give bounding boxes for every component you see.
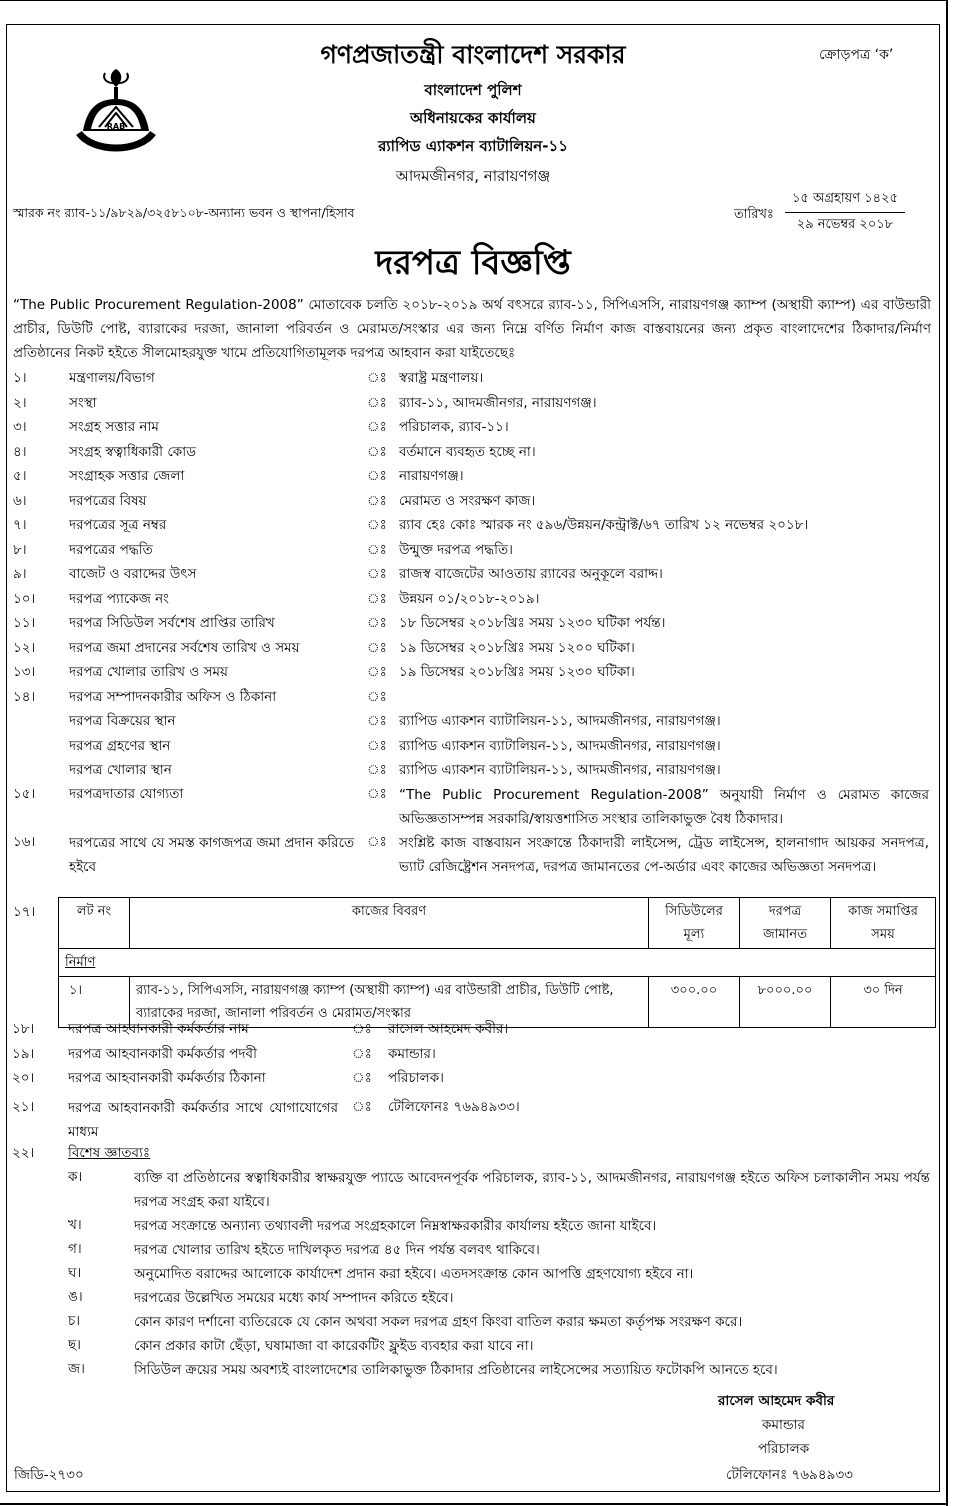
item-label: দরপত্র খোলার তারিখ ও সময় — [69, 664, 228, 680]
item-value: র‍্যাপিড এ্যাকশন ব্যাটালিয়ন-১১, আদমজীনগর, নারায়ণগঞ্জ। — [399, 713, 721, 729]
list-item — [7, 588, 939, 612]
note-key: খ। — [68, 1217, 82, 1233]
header-security: দরপত্র জামানত — [740, 898, 831, 949]
note-text: কোন কারণ দর্শানো ব্যতিরেকে যে কোন অথবা সকল দরপত্র গ্রহণ কিংবা বাতিল করার ক্ষমতা কর্তৃপক্ষ সংরক্ষণ করে। — [134, 1314, 743, 1330]
signatory-name: রাসেল আহমেদ কবীর — [718, 1393, 835, 1409]
item-value: র‍্যাপিড এ্যাকশন ব্যাটালিয়ন-১১, আদমজীনগর, নারায়ণগঞ্জ। — [399, 762, 721, 778]
svg-text:RAB: RAB — [106, 122, 126, 131]
item-number: ২১। — [12, 1099, 35, 1115]
item-number: ১০। — [13, 590, 36, 607]
item-colon: ঃ — [367, 713, 387, 729]
item-value: র‍্যাব-১১, আদমজীনগর, নারায়ণগঞ্জ। — [399, 394, 597, 411]
office-title: অধিনায়কের কার্যালয় — [410, 109, 536, 127]
header-price: সিডিউলের মূল্য — [649, 898, 740, 949]
item-number: ৬। — [13, 492, 27, 509]
note-key: গ। — [68, 1241, 82, 1257]
item-value: র‍্যাপিড এ্যাকশন ব্যাটালিয়ন-১১, আদমজীনগর, নারায়ণগঞ্জ। — [399, 737, 721, 754]
note-text: সিডিউল ক্রয়ের সময় অবশ্যই বাংলাদেশের তালিকাভুক্ত ঠিকাদার প্রতিষ্ঠানের লাইসেন্সের সত্যায়িত ফটোকপি আনতে হবে। — [134, 1362, 778, 1378]
list-item — [7, 416, 939, 440]
header-desc: কাজের বিবরণ — [130, 898, 649, 949]
list-item — [7, 710, 939, 734]
item-value: ১৯ ডিসেম্বর ২০১৮খ্রিঃ সময় ১২৩০ ঘটিকা। — [399, 664, 635, 680]
annex-label: ক্রোড়পত্র ‘ক’ — [819, 47, 894, 63]
item-label: সংগ্রহ সত্তার নাম — [69, 419, 159, 435]
item-label: সংগ্রহ স্বত্বাধিকারী কোড — [69, 443, 197, 460]
table-row — [59, 977, 936, 1028]
government-title: গণপ্রজাতন্ত্রী বাংলাদেশ সরকার — [320, 40, 626, 69]
notes-title: বিশেষ জ্ঞাতব্যঃ — [68, 1145, 151, 1161]
item-value: উন্নয়ন ০১/২০১৮-২০১৯। — [399, 590, 540, 607]
list-item — [7, 637, 939, 661]
list-item — [7, 759, 939, 783]
list-item — [7, 735, 939, 759]
note-text: অনুমোদিত বরাদ্দের আলোকে কার্যাদেশ প্রদান করা হইবে। এতদসংক্রান্ত কোন আপত্তি গ্রহণযোগ্য হইবে না। — [134, 1266, 694, 1282]
lot-table — [58, 897, 936, 1028]
row-time: ৩০ দিন — [831, 977, 936, 1028]
item-value: নারায়ণগঞ্জ। — [399, 468, 464, 484]
item-label: দরপত্র জমা প্রদানের সর্বশেষ তারিখ ও সময় — [69, 639, 300, 656]
item-label: দরপত্র গ্রহণের স্থান — [69, 737, 171, 754]
item-number: ১২। — [13, 639, 36, 656]
location-title: আদমজীনগর, নারায়ণগঞ্জ — [395, 167, 551, 185]
item-number: ২০। — [12, 1070, 35, 1086]
item-value: টেলিফোনঃ ৭৬৯৪৯৩৩। — [388, 1099, 520, 1115]
item-number: ২। — [13, 394, 27, 411]
item-colon: ঃ — [367, 786, 387, 802]
item-value: মেরামত ও সংরক্ষণ কাজ। — [399, 492, 536, 509]
item-number: ৯। — [13, 566, 27, 582]
item-number: ৪। — [13, 443, 27, 460]
item-number: ১। — [13, 370, 27, 386]
item-colon: ঃ — [367, 639, 387, 656]
section-label: নির্মাণ — [65, 955, 96, 970]
item-value: “The Public Procurement Regulation-2008” অনুযায়ী নির্মাণ ও মেরামত কাজের অভিজ্ঞতাসম্পন্ন সরকারি/স্বায়ত্তশাসিত সংস্থার তালিকাভুক্ত বৈধ ঠিকাদার। — [399, 787, 929, 827]
item-value: সংশ্লিষ্ট কাজ বাস্তবায়ন সংক্রান্তে ঠিকাদারী লাইসেন্স, ট্রেড লাইসেন্স, হালনাগাদ আয়কর সনদপত্র, ভ্যাট রেজিষ্ট্রেশন সনদপত্র, দরপত্র জামানতের পে-অর্ডার এবং কাজের অভিজ্ঞতা সনদপত্র। — [399, 835, 929, 875]
row-security: ৮০০০.০০ — [740, 977, 831, 1028]
item-label: সংগ্রাহক সত্তার জেলা — [69, 468, 185, 484]
police-title: বাংলাদেশ পুলিশ — [424, 81, 522, 99]
list-item — [7, 441, 939, 465]
item-value: র‍্যাব হেঃ কোঃ স্মারক নং ৫৯৬/উন্নয়ন/কন্ট্রাক্ট/৬৭ তারিখ ১২ নভেম্বর ২০১৮। — [399, 517, 809, 533]
item-value: ১৮ ডিসেম্বর ২০১৮খ্রিঃ সময় ১২৩০ ঘটিকা পর্যন্ত। — [399, 615, 666, 631]
note-text: ব্যক্তি বা প্রতিষ্ঠানের স্বত্বাধিকারীর স্বাক্ষরযুক্ত প্যাডে আবেদনপূর্বক পরিচালক, র‍্যাব-১১, আদমজীনগর, নারায়ণগঞ্জ হইতে অফিস চলাকালীন সময় পর্যন্ত দরপত্র সংগ্রহ করা যাইবে। — [134, 1170, 930, 1210]
item-colon: ঃ — [367, 468, 387, 484]
item-number: ২২। — [12, 1145, 35, 1161]
item-label: দরপত্র সিডিউল সর্বশেষ প্রাপ্তির তারিখ — [69, 615, 275, 631]
item-label: দরপত্র খোলার স্থান — [69, 762, 172, 778]
battalion-title: র‍্যাপিড এ্যাকশন ব্যাটালিয়ন-১১ — [378, 137, 568, 155]
list-item — [7, 612, 939, 636]
item-value: রাসেল আহমেদ কবীর। — [388, 1021, 509, 1037]
list-item — [7, 490, 939, 514]
item-value: ১৯ ডিসেম্বর ২০১৮খ্রিঃ সময় ১২০০ ঘটিকা। — [399, 639, 635, 656]
item-colon: ঃ — [367, 664, 387, 680]
item-colon: ঃ — [367, 394, 387, 411]
row-price: ৩০০.০০ — [649, 977, 740, 1028]
item-colon: ঃ — [352, 1070, 372, 1086]
signatory-designation: কমান্ডার — [762, 1417, 805, 1433]
lot-table-header — [59, 898, 936, 949]
notice-title: দরপত্র বিজ্ঞপ্তি — [375, 243, 571, 283]
list-item — [7, 539, 939, 563]
item-colon: ঃ — [367, 834, 387, 850]
item-value: বর্তমানে ব্যবহৃত হচ্ছে না। — [399, 443, 536, 460]
note-key: জ। — [68, 1361, 85, 1377]
item-colon: ঃ — [352, 1021, 372, 1037]
header-time: কাজ সমাপ্তির সময় — [831, 898, 936, 949]
note-key: ক। — [68, 1169, 83, 1185]
item-label: সংস্থা — [69, 394, 97, 411]
item-colon: ঃ — [367, 615, 387, 631]
item-colon: ঃ — [367, 762, 387, 778]
item-colon: ঃ — [367, 566, 387, 582]
item-number: ১৪। — [13, 688, 36, 705]
item-colon: ঃ — [367, 517, 387, 533]
item-colon: ঃ — [367, 370, 387, 386]
item-label: দরপত্রের সূত্র নম্বর — [69, 517, 167, 533]
item-number: ৫। — [13, 468, 27, 484]
list-item — [7, 563, 939, 587]
date-english: ২৯ নভেম্বর ২০১৮ — [796, 217, 894, 232]
note-text: দরপত্রের উল্লেখিত সময়ের মধ্যে কার্য সম্পাদন করিতে হইবে। — [134, 1290, 454, 1306]
note-text: দরপত্র সংক্রান্তে অন্যান্য তথ্যাবলী দরপত্র সংগ্রহকালে নিম্নস্বাক্ষরকারীর কার্যালয় হইতে জানা যাইবে। — [134, 1218, 657, 1234]
list-item — [7, 514, 939, 538]
item-number: ৩। — [13, 419, 27, 435]
row-lot: ১। — [59, 977, 130, 1028]
list-item — [7, 661, 939, 685]
note-key: ঙ। — [68, 1289, 83, 1305]
item-colon: ঃ — [352, 1099, 372, 1115]
list-item — [7, 392, 939, 416]
item-label: দরপত্র আহবানকারী কর্মকর্তার নাম — [68, 1021, 249, 1037]
item-colon: ঃ — [367, 590, 387, 607]
header-lot: লট নং — [59, 898, 130, 949]
item-label: দরপত্র আহবানকারী কর্মকর্তার সাথে যোগাযোগের মাধ্যম — [68, 1100, 338, 1140]
signatory-post: পরিচালক — [758, 1441, 810, 1457]
list-item — [7, 465, 939, 489]
item-number: ৮। — [13, 541, 27, 558]
item-15 — [7, 783, 939, 827]
item-label: দরপত্রের বিষয় — [69, 492, 147, 509]
gd-number: জিডি-২৭৩০ — [14, 1467, 84, 1483]
item-16 — [7, 831, 939, 875]
signatory-phone: টেলিফোনঃ ৭৬৯৪৯৩৩ — [726, 1467, 853, 1483]
item-label: দরপত্রদাতার যোগ্যতা — [69, 786, 184, 802]
item-colon: ঃ — [367, 688, 387, 705]
item-label: মন্ত্রণালয়/বিভাগ — [69, 370, 155, 386]
item-colon: ঃ — [367, 443, 387, 460]
note-text: দরপত্র খোলার তারিখ হইতে দাখিলকৃত দরপত্র ৪৫ দিন পর্যন্ত বলবৎ থাকিবে। — [134, 1242, 540, 1258]
item-label: বাজেট ও বরাদ্দের উৎস — [69, 566, 197, 582]
item-colon: ঃ — [367, 541, 387, 558]
date-bangla: ১৫ অগ্রহায়ণ ১৪২৫ — [785, 189, 905, 213]
list-item — [7, 367, 939, 391]
item-number: ১৫। — [13, 786, 36, 802]
item-number: ১৬। — [13, 834, 36, 850]
date-label: তারিখঃ — [734, 207, 774, 222]
item-number: ১১। — [13, 615, 36, 631]
item-label: দরপত্র বিক্রয়ের স্থান — [69, 713, 176, 729]
note-key: ঘ। — [68, 1265, 82, 1281]
item-label: দরপত্র সম্পাদনকারীর অফিস ও ঠিকানা — [69, 688, 277, 705]
item-value: রাজস্ব বাজেটের আওতায় র‍্যাবের অনুকূলে বরাদ্দ। — [399, 566, 663, 582]
lot-table-section — [59, 949, 936, 977]
item-colon: ঃ — [352, 1045, 372, 1062]
item-colon: ঃ — [367, 737, 387, 754]
memo-number: স্মারক নং র‍্যাব-১১/৯৮২৯/৩২৫৮১০৮-অন্যান্য ভবন ও স্থাপনা/হিসাব — [13, 205, 355, 220]
item-label: দরপত্র আহবানকারী কর্মকর্তার পদবী — [68, 1045, 257, 1062]
item-value: পরিচালক, র‍্যাব-১১। — [399, 419, 509, 435]
intro-paragraph: “The Public Procurement Regulation-2008” মোতাবেক চলতি ২০১৮-২০১৯ অর্থ বৎসরে র‍্যাব-১১, সিপিএসসি, নারায়ণগঞ্জ ক্যাম্প (অস্থায়ী ক্যাম্প) এর বাউন্ডারী প্রাচীর, ডিউটি পোষ্ট, ব্যারাকের দরজা, জানালা পরিবর্তন ও মেরামত/সংস্কার এর জন্য নিম্নে বর্ণিত নির্মাণ কাজ বাস্তবায়নের জন্য প্রকৃত বাংলাদেশের ঠিকাদার/নির্মাণ প্রতিষ্ঠানের নিকট হইতে সীলমোহরযুক্ত খামে প্রতিযোগিতামূলক দরপত্র আহবান করা যাইতেছেঃ — [13, 297, 931, 361]
item-number: ৭। — [13, 517, 27, 533]
item-label: দরপত্র আহবানকারী কর্মকর্তার ঠিকানা — [68, 1070, 266, 1086]
item-number: ১৮। — [12, 1021, 35, 1037]
list-item — [7, 686, 939, 710]
item-number: ১৯। — [12, 1045, 35, 1062]
item-colon: ঃ — [367, 419, 387, 435]
item-label: দরপত্রের সাথে যে সমস্ত কাগজপত্র জমা প্রদান করিতে হইবে — [69, 835, 355, 875]
note-key: ছ। — [68, 1337, 82, 1353]
item-colon: ঃ — [367, 492, 387, 509]
row-desc: র‍্যাব-১১, সিপিএসসি, নারায়ণগঞ্জ ক্যাম্প (অস্থায়ী ক্যাম্প) এর বাউন্ডারী প্রাচীর, ডিউটি পোষ্ট, ব্যারাকের দরজা, জানালা পরিবর্তন ও মেরামত/সংস্কার — [130, 977, 649, 1028]
item-label: দরপত্র প্যাকেজ নং — [69, 590, 169, 607]
note-key: চ। — [68, 1313, 81, 1329]
item-value: কমান্ডার। — [388, 1045, 436, 1062]
item-value: উন্মুক্ত দরপত্র পদ্ধতি। — [399, 541, 513, 558]
item-label: দরপত্রের পদ্ধতি — [69, 541, 153, 558]
item-number: ১৩। — [13, 664, 36, 680]
note-text: কোন প্রকার কাটা ছেঁড়া, ঘষামাজা বা কারেকটিং ফ্লুইড ব্যবহার করা যাবে না। — [134, 1338, 534, 1354]
item-17-number: ১৭। — [13, 904, 36, 920]
item-value: পরিচালক। — [388, 1070, 444, 1086]
item-value: স্বরাষ্ট্র মন্ত্রণালয়। — [399, 370, 484, 386]
notice-frame — [6, 24, 940, 1492]
